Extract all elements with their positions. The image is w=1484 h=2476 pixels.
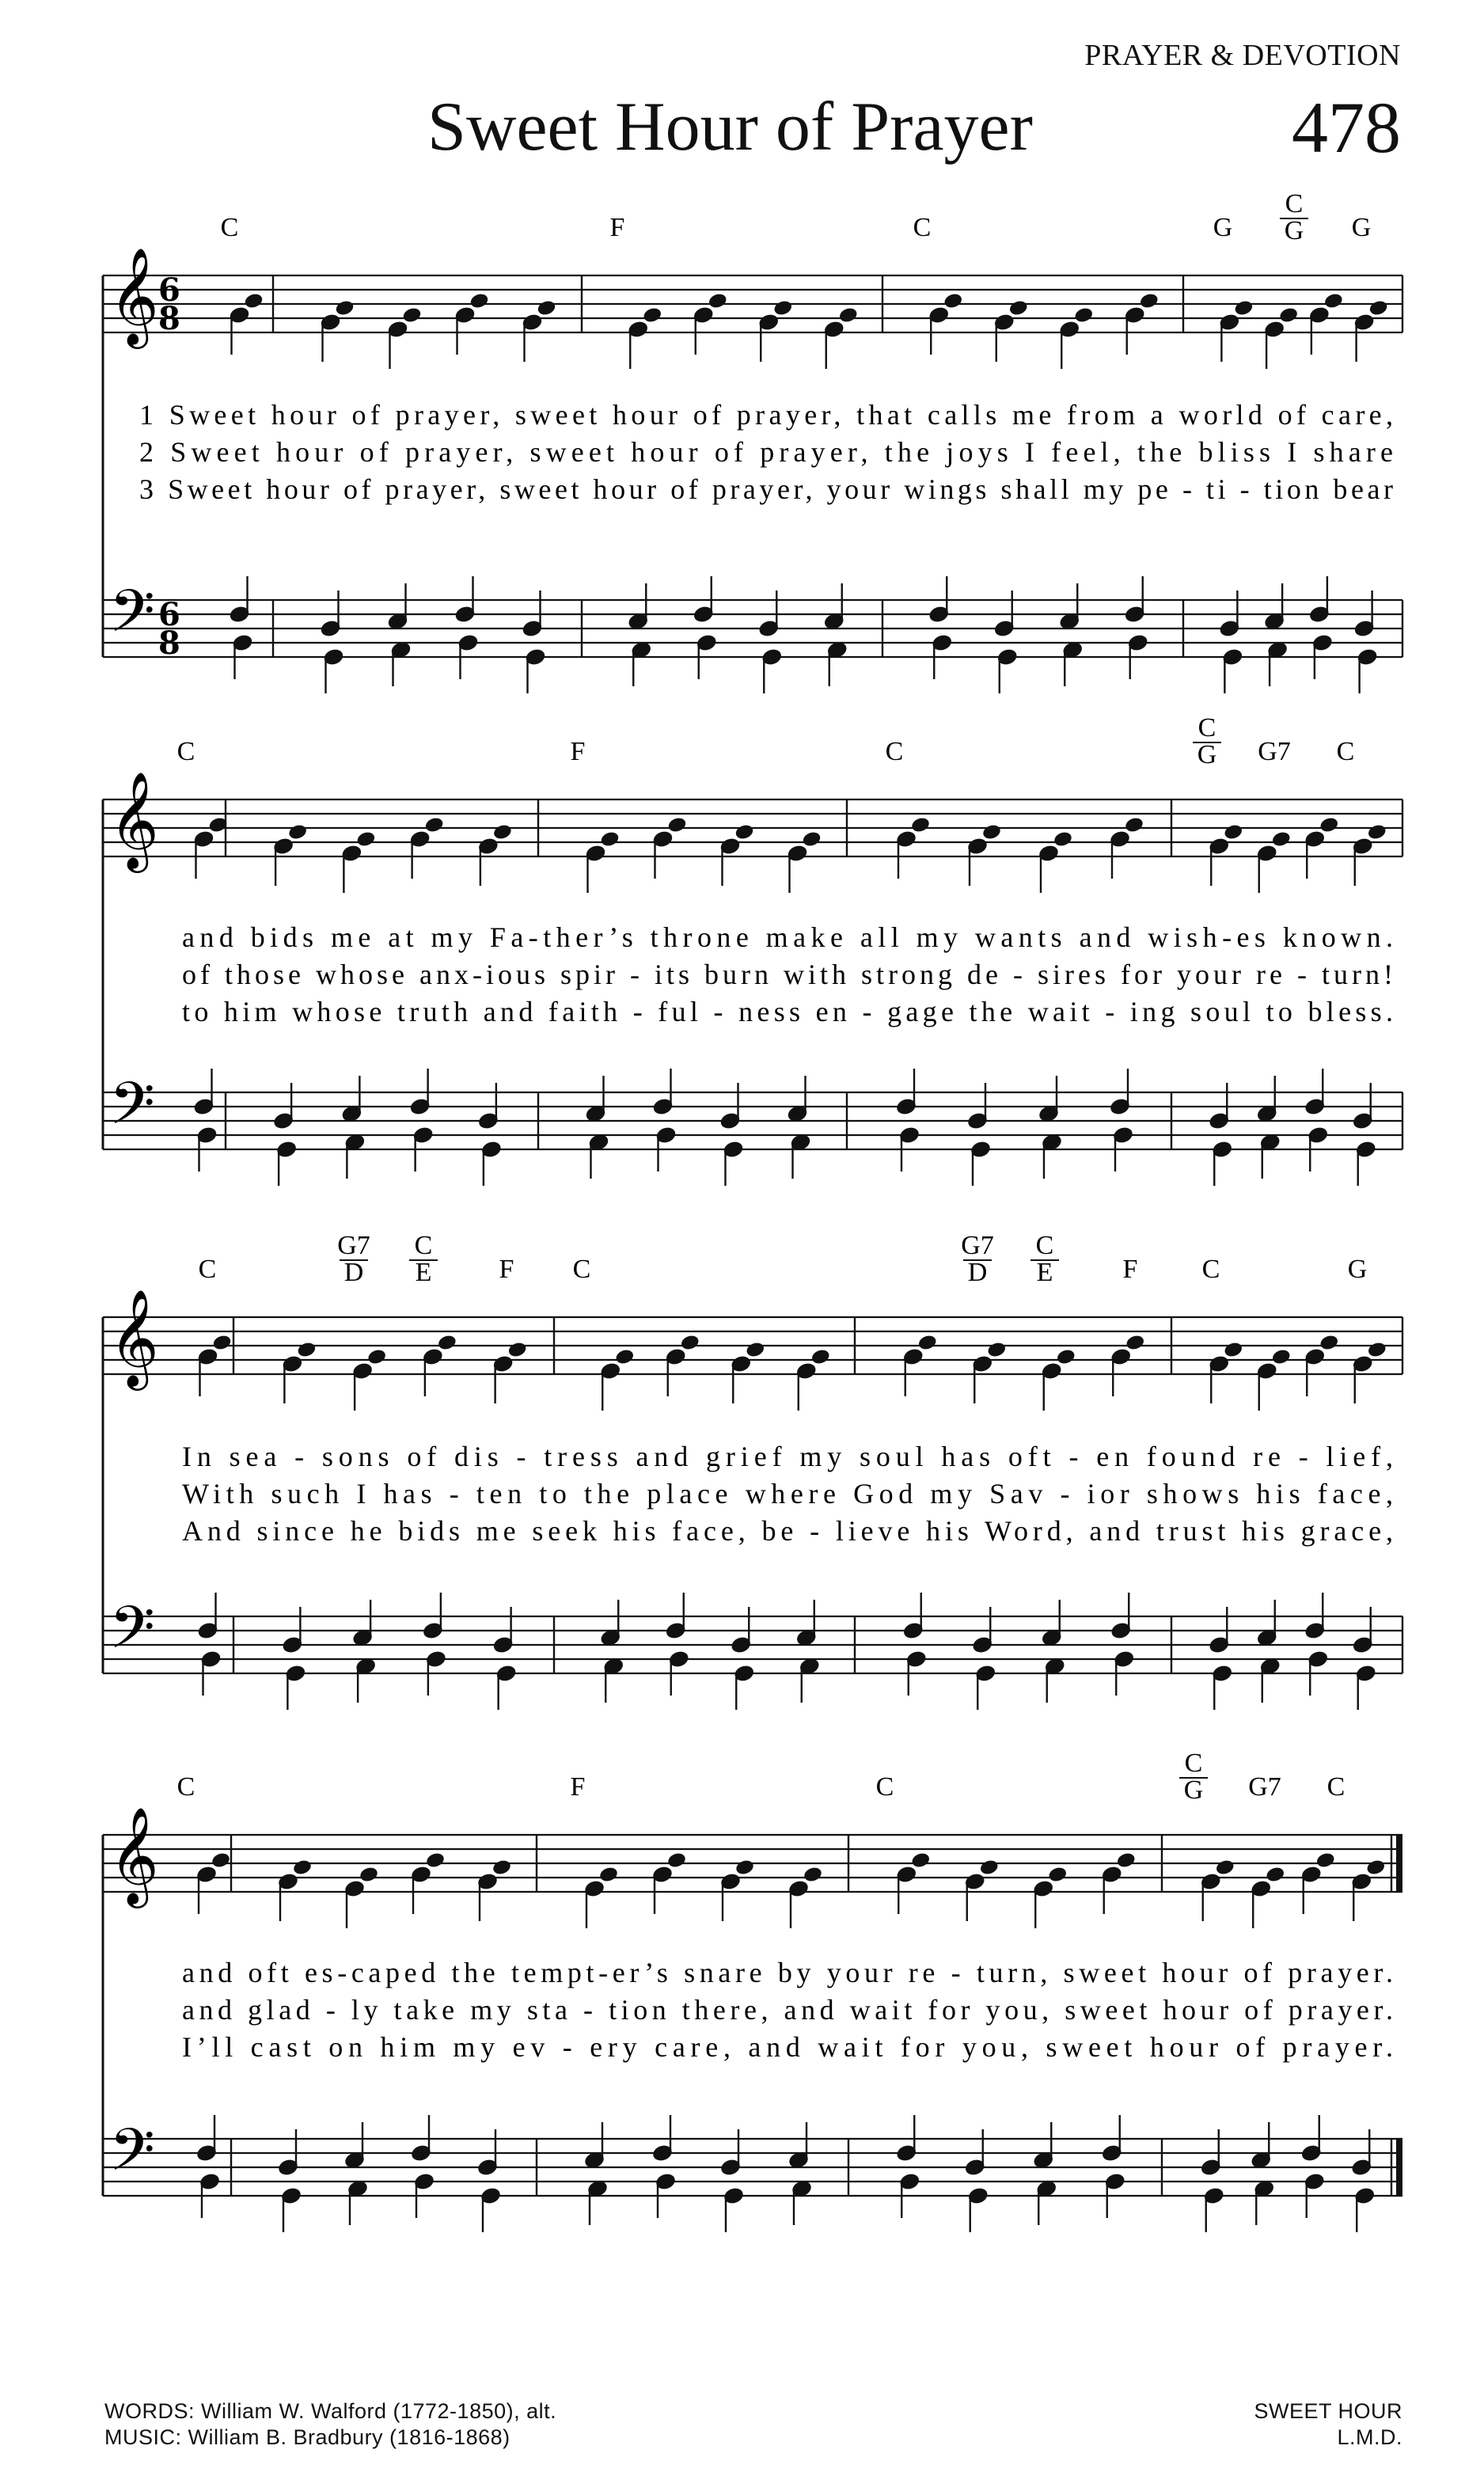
note-head: [1323, 292, 1344, 310]
chord-symbol: C: [1336, 737, 1355, 766]
note-head: [1278, 306, 1299, 325]
note-head: [1365, 1859, 1386, 1877]
treble-clef: 𝄞: [109, 247, 159, 344]
note-head: [801, 830, 822, 849]
note-head: [1223, 823, 1243, 841]
note-head: [1116, 1851, 1137, 1870]
note-head: [599, 830, 620, 849]
chord-symbol: G: [1284, 216, 1304, 245]
note-head: [666, 1851, 687, 1870]
note-head: [910, 1851, 931, 1870]
note-head: [536, 299, 556, 317]
category-heading: PRAYER & DEVOTION: [1084, 39, 1401, 72]
bass-clef: 𝄢: [109, 577, 155, 660]
chord-symbol: C: [220, 213, 239, 242]
note-head: [424, 816, 445, 834]
treble-clef: 𝄞: [109, 1289, 159, 1386]
note-head: [598, 1866, 619, 1884]
bass-clef: 𝄢: [109, 1069, 155, 1153]
chord-symbol: D: [343, 1258, 364, 1287]
note-head: [810, 1348, 831, 1366]
words-credit: WORDS: William W. Walford (1772-1850), alt.: [104, 2399, 557, 2423]
bass-time-signature: 6: [158, 596, 180, 633]
note-head: [981, 823, 1002, 841]
treble-clef: 𝄞: [109, 771, 159, 868]
note-head: [355, 830, 376, 849]
chord-symbol: F: [609, 213, 625, 242]
chord-symbol: G7: [1258, 737, 1291, 766]
lyric-line-3: to him whose truth and faith - ful - ness en - gage the wait - ing soul to bless.: [182, 996, 1393, 1027]
treble-clef: 𝄞: [109, 1806, 159, 1904]
note-head: [492, 1859, 512, 1877]
chord-symbol: C: [885, 737, 904, 766]
credits: [104, 2398, 556, 2451]
note-head: [986, 1341, 1007, 1359]
note-head: [492, 823, 513, 841]
final-barline: [1396, 2139, 1402, 2196]
note-head: [437, 1334, 457, 1352]
note-head: [1319, 1334, 1339, 1352]
note-head: [359, 1866, 379, 1884]
chord-symbol: F: [1122, 1255, 1138, 1284]
note-head: [334, 299, 355, 317]
music-credit: MUSIC: William B. Bradbury (1816-1868): [104, 2425, 510, 2449]
note-head: [1233, 299, 1254, 317]
note-head: [803, 1866, 823, 1884]
lyric-line-2: of those whose anx-ious spir - its burn with strong de - sires for your re - turn!: [182, 959, 1393, 990]
chord-symbol: C: [875, 1772, 894, 1802]
chord-symbol: C: [176, 1772, 195, 1802]
chord-symbol: G: [1351, 213, 1372, 242]
note-head: [917, 1334, 938, 1352]
chord-symbol: E: [415, 1258, 432, 1287]
note-head: [734, 823, 754, 841]
note-head: [1271, 1348, 1292, 1366]
lyric-line-1: In sea - sons of dis - tress and grief my soul has oft - en found re - lief,: [182, 1441, 1393, 1472]
chord-symbol: G: [1183, 1775, 1204, 1805]
note-head: [614, 1348, 635, 1366]
treble-time-signature: 8: [158, 300, 180, 337]
note-head: [1368, 299, 1389, 317]
hymn-title: Sweet Hour of Prayer: [427, 89, 1033, 165]
note-head: [469, 292, 489, 310]
final-barline: [1396, 1835, 1402, 1892]
note-head: [1271, 830, 1292, 849]
note-head: [296, 1341, 317, 1359]
note-head: [943, 292, 963, 310]
note-head: [979, 1859, 1000, 1877]
bass-clef: 𝄢: [109, 2116, 155, 2199]
lyric-line-2: 2 Sweet hour of prayer, sweet hour of prayer, the joys I feel, the bliss I share: [139, 436, 1393, 468]
chord-symbol: F: [499, 1255, 514, 1284]
note-head: [1265, 1866, 1285, 1884]
system-2: [103, 713, 1402, 1186]
chord-symbol: C: [1197, 713, 1216, 742]
note-head: [1223, 1341, 1243, 1359]
lyric-line-1: and oft es-caped the tempt-er’s snare by your re - turn, sweet hour of prayer.: [182, 1957, 1393, 1988]
chord-symbol: C: [572, 1255, 591, 1284]
tune-info: [1108, 2398, 1402, 2451]
chord-symbol: C: [1184, 1749, 1203, 1778]
system-1: [103, 189, 1402, 693]
treble-time-signature: 6: [158, 272, 180, 309]
chord-symbol: C: [913, 213, 932, 242]
note-head: [211, 1334, 232, 1352]
note-head: [1319, 816, 1339, 834]
chord-symbol: G: [1347, 1255, 1368, 1284]
chord-symbol: C: [1326, 1772, 1345, 1802]
note-head: [211, 1851, 231, 1870]
lyric-line-3: And since he bids me seek his face, be - lieve his Word, and trust his grace,: [182, 1515, 1394, 1547]
note-head: [1053, 830, 1073, 849]
note-head: [1124, 816, 1144, 834]
note-head: [243, 292, 264, 310]
note-head: [642, 306, 662, 325]
note-head: [772, 299, 793, 317]
note-head: [401, 306, 422, 325]
note-head: [1367, 1341, 1387, 1359]
bass-time-signature: 8: [158, 625, 180, 662]
chord-symbol: E: [1036, 1258, 1053, 1287]
chord-symbol: G7: [961, 1231, 994, 1260]
chord-symbol: D: [967, 1258, 988, 1287]
chord-symbol: G7: [1248, 1772, 1281, 1802]
hymn-number: 478: [1292, 87, 1401, 168]
note-head: [1047, 1866, 1068, 1884]
meter: L.M.D.: [1337, 2425, 1402, 2449]
note-head: [680, 1334, 700, 1352]
chord-symbol: C: [1035, 1231, 1054, 1260]
note-head: [910, 816, 931, 834]
chord-symbol: C: [414, 1231, 433, 1260]
note-head: [287, 823, 308, 841]
note-head: [507, 1341, 528, 1359]
note-head: [1125, 1334, 1145, 1352]
note-head: [366, 1348, 387, 1366]
note-head: [1315, 1851, 1336, 1870]
chord-symbol: C: [1201, 1255, 1220, 1284]
chord-symbol: C: [198, 1255, 217, 1284]
lyric-line-3: I’ll cast on him my ev - ery care, and wait for you, sweet hour of prayer.: [182, 2031, 1393, 2063]
note-head: [708, 292, 728, 310]
note-head: [1073, 306, 1094, 325]
note-head: [666, 816, 687, 834]
lyric-line-1: and bids me at my Fa-ther’s throne make all my wants and wish-es known.: [182, 921, 1393, 953]
bass-clef: 𝄢: [109, 1593, 155, 1677]
note-head: [1215, 1859, 1235, 1877]
lyric-line-2: With such I has - ten to the place where God my Sav - ior shows his face,: [182, 1478, 1393, 1510]
chord-symbol: G: [1197, 740, 1217, 769]
note-head: [1367, 823, 1387, 841]
lyric-line-1: 1 Sweet hour of prayer, sweet hour of prayer, that calls me from a world of care,: [139, 399, 1394, 431]
lyric-line-3: 3 Sweet hour of prayer, sweet hour of prayer, your wings shall my pe - ti - tion bear: [139, 473, 1393, 505]
note-head: [745, 1341, 765, 1359]
note-head: [1139, 292, 1159, 310]
chord-symbol: F: [570, 737, 586, 766]
lyric-line-2: and glad - ly take my sta - tion there, and wait for you, sweet hour of prayer.: [182, 1994, 1394, 2026]
chord-symbol: C: [1285, 189, 1304, 218]
note-head: [734, 1859, 755, 1877]
chord-symbol: G7: [337, 1231, 370, 1260]
chord-symbol: F: [570, 1772, 586, 1802]
tune-name: SWEET HOUR: [1254, 2399, 1402, 2423]
system-4: [103, 1749, 1402, 2232]
note-head: [292, 1859, 313, 1877]
chord-symbol: G: [1213, 213, 1233, 242]
system-3: [103, 1231, 1402, 1710]
note-head: [425, 1851, 446, 1870]
note-head: [1056, 1348, 1076, 1366]
chord-symbol: C: [176, 737, 195, 766]
note-head: [1008, 299, 1029, 317]
note-head: [838, 306, 859, 325]
